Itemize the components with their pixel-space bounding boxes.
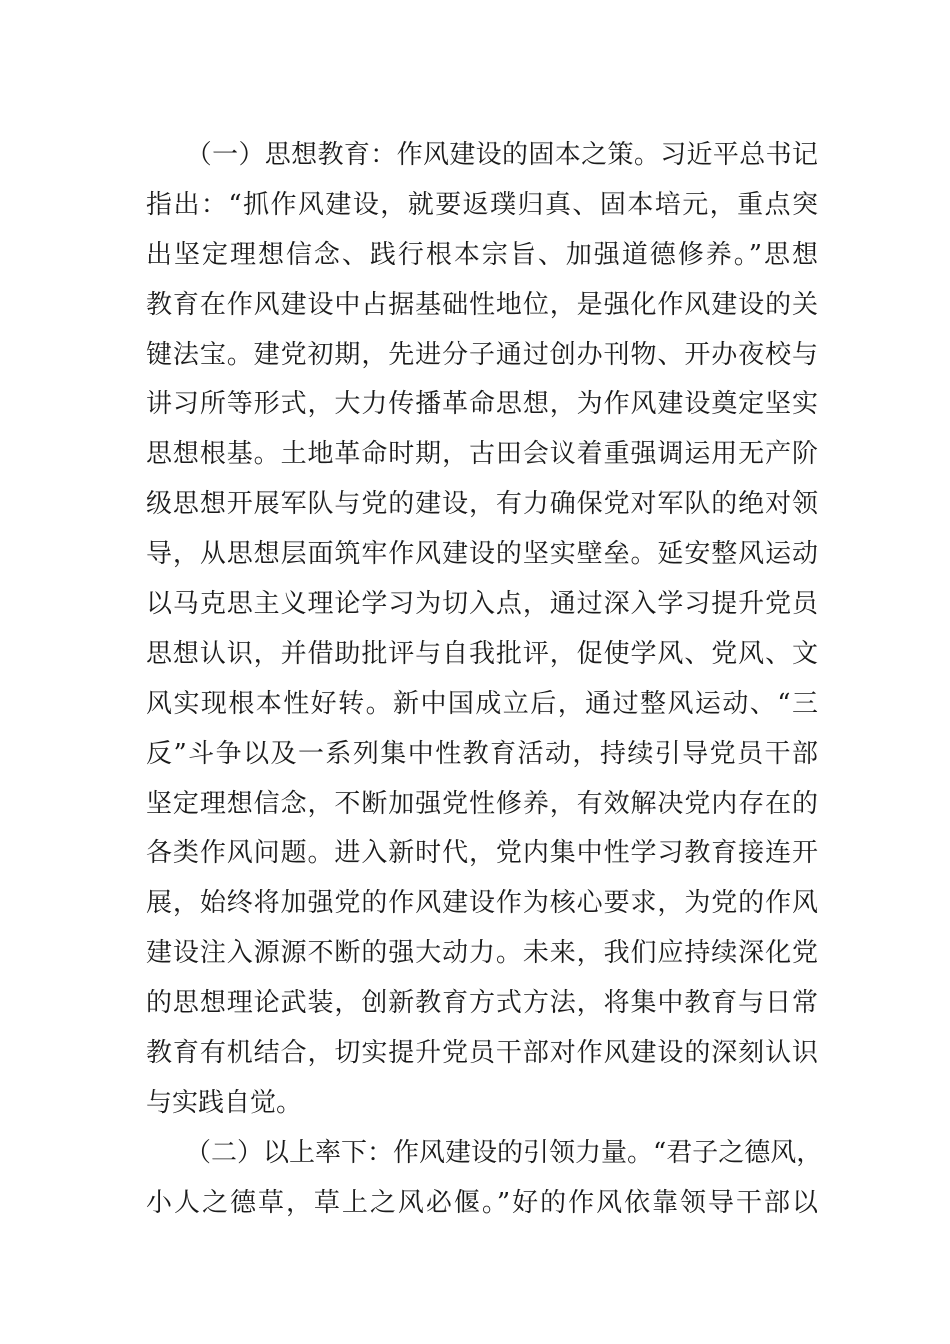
text-line: 小人之德草，草上之风必偃。”好的作风依靠领导干部以 (146, 1187, 818, 1218)
paragraph-leading-by-example (146, 1129, 823, 1229)
text-line: 级思想开展军队与党的建设，有力确保党对军队的绝对领 (146, 489, 818, 520)
text-line: 出坚定理想信念、践行根本宗旨、加强道德修养。”思想 (146, 239, 818, 270)
text-line: 导，从思想层面筑牢作风建设的坚实壁垒。延安整风运动 (146, 539, 818, 570)
text-line: 坚定理想信念，不断加强党性修养，有效解决党内存在的 (146, 788, 818, 819)
text-line: 思想认识，并借助批评与自我批评，促使学风、党风、文 (146, 638, 818, 669)
text-line: 各类作风问题。进入新时代，党内集中性学习教育接连开 (146, 838, 818, 869)
text-line: 风实现根本性好转。新中国成立后，通过整风运动、“三 (146, 688, 818, 719)
text-line: 键法宝。建党初期，先进分子通过创办刊物、开办夜校与 (146, 339, 818, 370)
paragraph-ideological-education (146, 131, 818, 1129)
text-line: 反”斗争以及一系列集中性教育活动，持续引导党员干部 (146, 738, 818, 769)
text-line: 思想根基。土地革命时期，古田会议着重强调运用无产阶 (146, 439, 818, 470)
text-line: 与实践自觉。 (146, 1087, 303, 1118)
text-line: 的思想理论武装，创新教育方式方法，将集中教育与日常 (146, 988, 818, 1019)
text-line: （二）以上率下：作风建设的引领力量。“君子之德风， (146, 1138, 823, 1168)
text-line: （一）思想教育：作风建设的固本之策。习近平总书记 (146, 140, 818, 170)
text-line: 教育在作风建设中占据基础性地位，是强化作风建设的关 (146, 289, 818, 320)
text-line: 建设注入源源不断的强大动力。未来，我们应持续深化党 (146, 938, 818, 969)
text-line: 展，始终将加强党的作风建设作为核心要求，为党的作风 (146, 888, 818, 919)
text-line: 以马克思主义理论学习为切入点，通过深入学习提升党员 (146, 589, 818, 620)
text-line: 指出：“抓作风建设，就要返璞归真、固本培元，重点突 (146, 189, 818, 220)
text-line: 教育有机结合，切实提升党员干部对作风建设的深刻认识 (146, 1038, 818, 1069)
text-line: 讲习所等形式，大力传播革命思想，为作风建设奠定坚实 (146, 389, 818, 420)
